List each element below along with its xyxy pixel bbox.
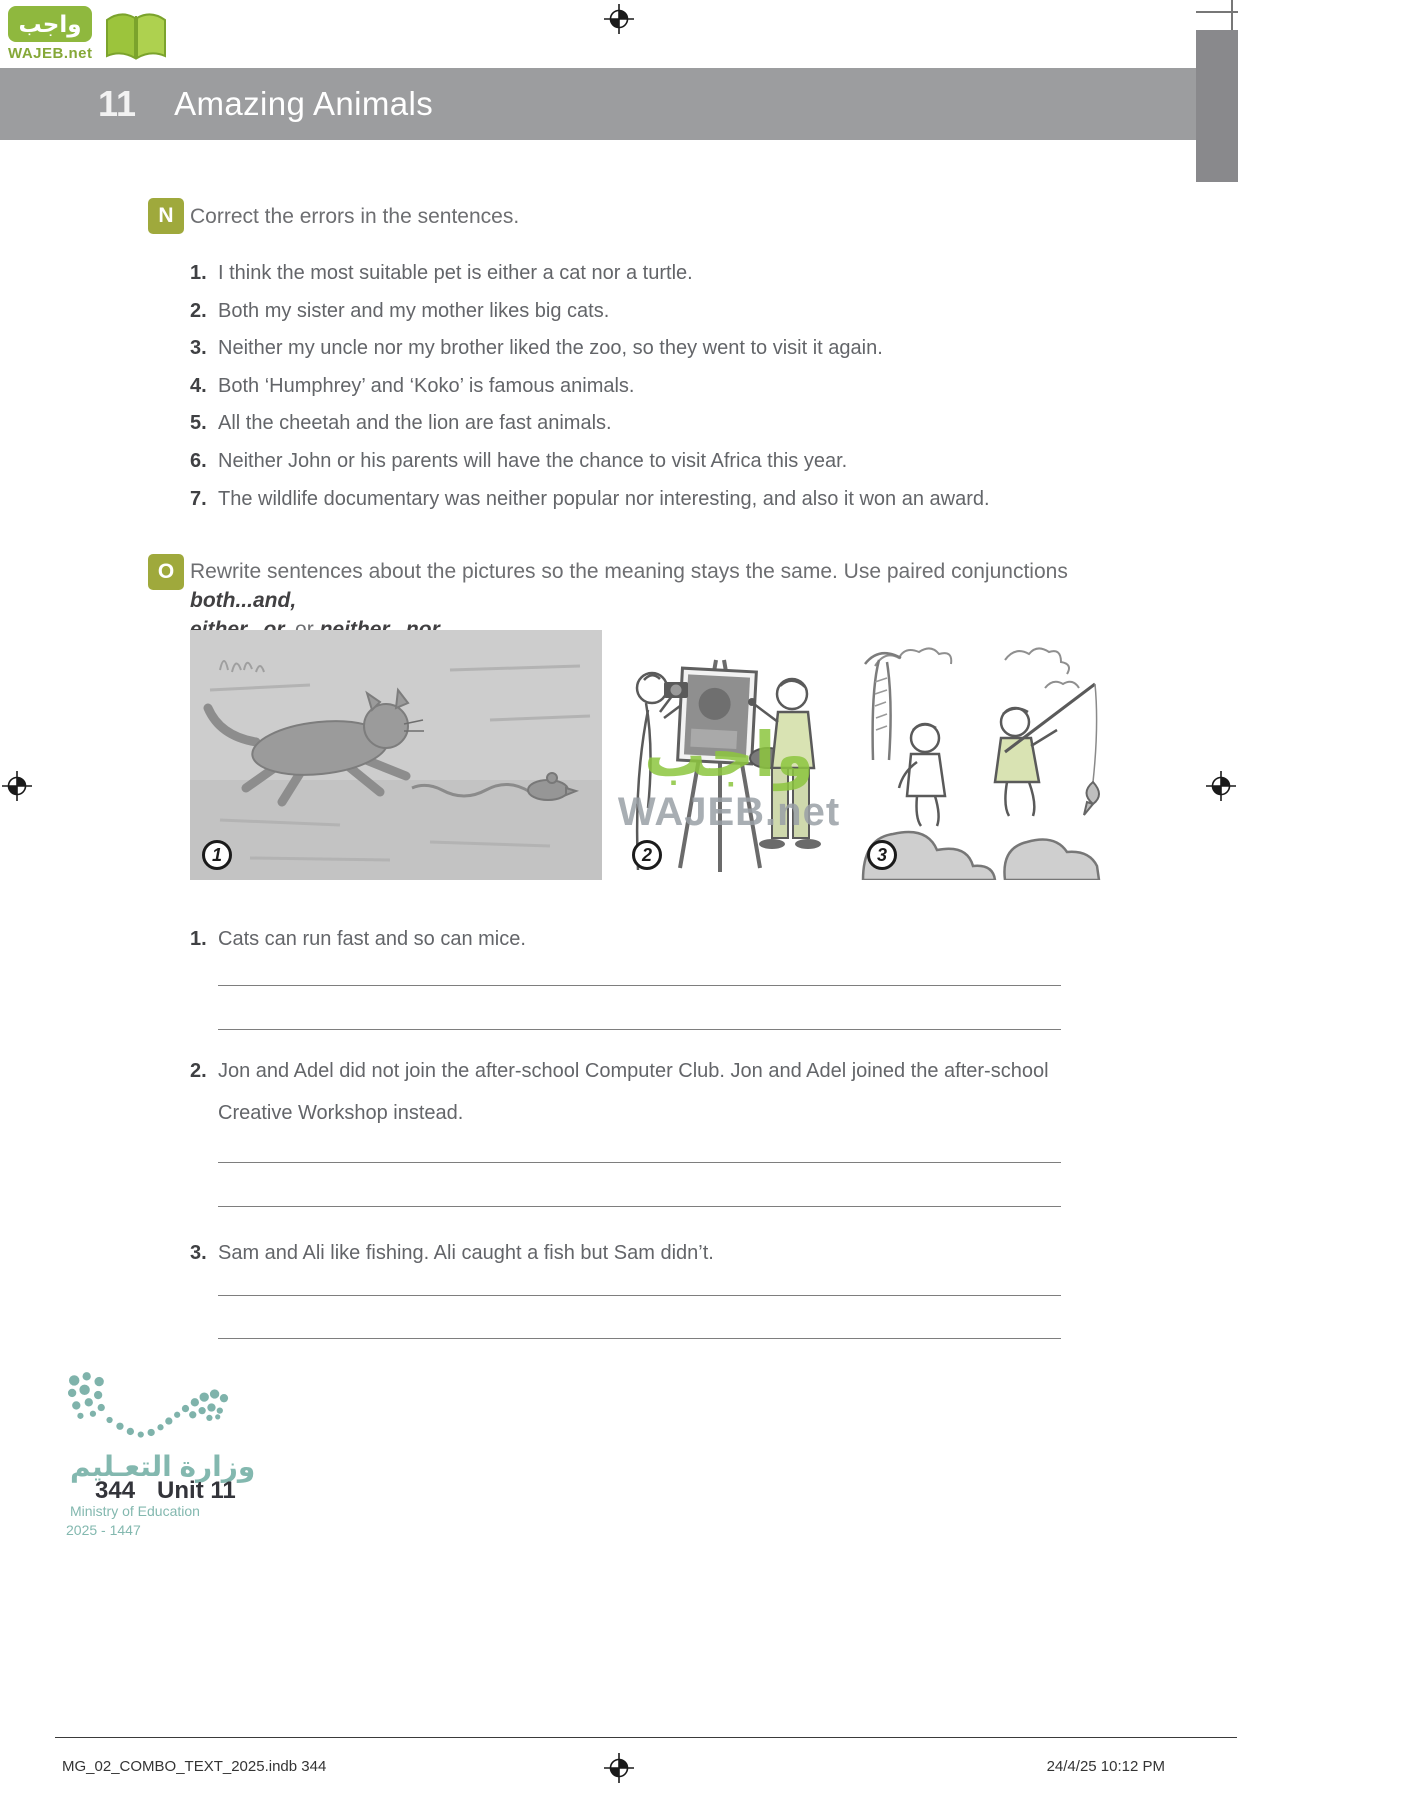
item-text: I think the most suitable pet is either a cat nor a turtle. bbox=[218, 262, 693, 284]
picture-3 bbox=[855, 630, 1107, 880]
answer-line bbox=[218, 1338, 1061, 1339]
open-book-icon bbox=[101, 6, 171, 66]
item-text: Both ‘Humphrey’ and ‘Koko’ is famous animals. bbox=[218, 375, 635, 397]
boys-fishing-illustration bbox=[855, 630, 1107, 880]
item-number: 1. bbox=[190, 928, 207, 950]
footer-rule bbox=[55, 1737, 1237, 1738]
exercise-o-item bbox=[190, 918, 1125, 960]
exercise-n-item bbox=[190, 337, 1125, 360]
section-n-marker: N bbox=[148, 198, 184, 234]
section-o-marker: O bbox=[148, 554, 184, 590]
exercise-n-item bbox=[190, 375, 1125, 398]
item-text: The wildlife documentary was neither popular nor interesting, and also it won an award. bbox=[218, 488, 990, 510]
item-number: 7. bbox=[190, 488, 207, 510]
conjunction-both-and: both...and, bbox=[190, 589, 297, 612]
item-number: 2. bbox=[190, 300, 207, 322]
picture-number-badge: 2 bbox=[632, 840, 662, 870]
item-number: 5. bbox=[190, 412, 207, 434]
exercise-n-item bbox=[190, 450, 1125, 473]
item-text: All the cheetah and the lion are fast animals. bbox=[218, 412, 612, 434]
answer-line bbox=[218, 1029, 1061, 1030]
exercise-n-item bbox=[190, 412, 1125, 435]
registration-mark-bottom bbox=[604, 1753, 634, 1783]
exercise-o-item bbox=[190, 1232, 1125, 1274]
answer-line bbox=[218, 1206, 1061, 1207]
registration-mark-right bbox=[1206, 771, 1236, 801]
item-number: 2. bbox=[190, 1060, 207, 1082]
picture-number-badge: 3 bbox=[867, 840, 897, 870]
instruction-text: Rewrite sentences about the pictures so the meaning stays the same. Use paired conjunctions bbox=[190, 560, 1068, 583]
ministry-years: 2025 - 1447 bbox=[66, 1522, 141, 1538]
item-number: 6. bbox=[190, 450, 207, 472]
picture-1 bbox=[190, 630, 602, 880]
page-number: 344 bbox=[95, 1477, 136, 1504]
ministry-english-name: Ministry of Education bbox=[70, 1503, 200, 1519]
page-number-row bbox=[95, 1477, 236, 1505]
exercise-o-item bbox=[190, 1050, 1125, 1134]
ministry-arabic-name: وزارة التعـليم bbox=[70, 1451, 256, 1482]
exercise-n-item bbox=[190, 262, 1125, 285]
wajeb-logo bbox=[8, 6, 171, 66]
exercise-n-item bbox=[190, 300, 1125, 323]
registration-mark-top bbox=[604, 4, 634, 34]
item-text: Both my sister and my mother likes big cats. bbox=[218, 300, 610, 322]
item-text: Sam and Ali like fishing. Ali caught a fish but Sam didn’t. bbox=[218, 1242, 714, 1264]
page-edge-tab bbox=[1196, 30, 1238, 182]
item-number: 3. bbox=[190, 1242, 207, 1264]
unit-label: Unit 11 bbox=[157, 1477, 236, 1504]
wajeb-site-label: WAJEB.net bbox=[8, 45, 93, 62]
unit-header-band bbox=[0, 68, 1200, 140]
registration-mark-left bbox=[2, 771, 32, 801]
item-number: 3. bbox=[190, 337, 207, 359]
crop-mark-horizontal bbox=[1196, 11, 1238, 13]
item-number: 1. bbox=[190, 262, 207, 284]
answer-line bbox=[218, 1295, 1061, 1296]
answer-line bbox=[218, 1162, 1061, 1163]
answer-line bbox=[218, 985, 1061, 986]
cat-chasing-mouse-illustration bbox=[190, 630, 602, 880]
wajeb-arabic-badge: واجب bbox=[8, 6, 92, 42]
section-n-instruction: Correct the errors in the sentences. bbox=[190, 205, 520, 228]
picture-number-badge: 1 bbox=[202, 840, 232, 870]
pictures-row bbox=[190, 630, 1107, 880]
watermark-arabic-text: واجب bbox=[643, 721, 815, 790]
wajeb-watermark bbox=[594, 722, 864, 835]
watermark-site-text: WAJEB.net bbox=[617, 790, 841, 834]
item-number: 4. bbox=[190, 375, 207, 397]
footer-timestamp: 24/4/25 10:12 PM bbox=[1046, 1758, 1165, 1775]
item-text: Jon and Adel did not join the after-school Computer Club. Jon and Adel joined the after-school Creative Workshop instead. bbox=[218, 1060, 1049, 1124]
unit-title: Amazing Animals bbox=[174, 85, 434, 122]
unit-number: 11 bbox=[98, 83, 137, 124]
exercise-n-item bbox=[190, 488, 1125, 511]
item-text: Cats can run fast and so can mice. bbox=[218, 928, 526, 950]
footer-filename: MG_02_COMBO_TEXT_2025.indb 344 bbox=[62, 1758, 327, 1775]
item-text: Neither John or his parents will have the chance to visit Africa this year. bbox=[218, 450, 848, 472]
item-text: Neither my uncle nor my brother liked the zoo, so they went to visit it again. bbox=[218, 337, 883, 359]
